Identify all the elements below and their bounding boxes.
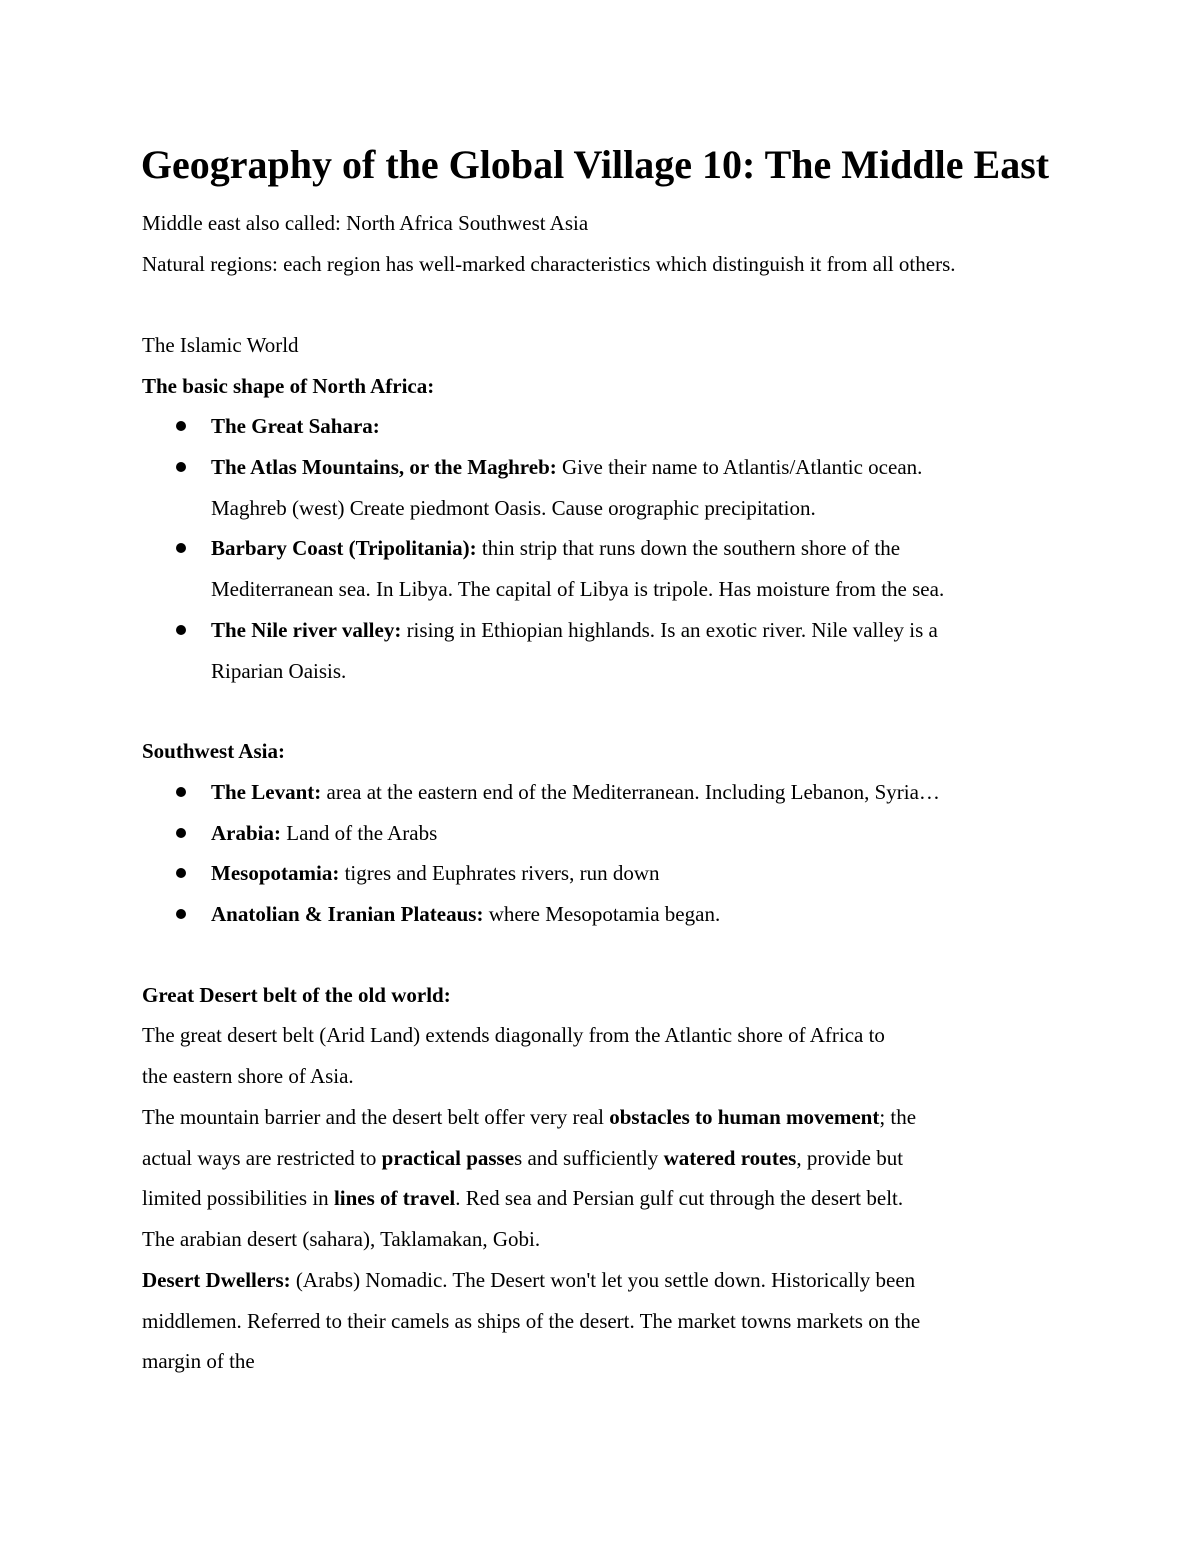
bullet-icon — [176, 421, 186, 431]
bold-run: obstacles to human movement — [609, 1105, 880, 1129]
list-item — [211, 616, 1171, 644]
text-run: limited possibilities in — [142, 1186, 334, 1210]
southwest-asia-heading — [142, 737, 1102, 765]
north-africa-heading — [142, 372, 1102, 400]
list-item — [211, 412, 1171, 440]
bullet-icon — [176, 909, 186, 919]
bold-run: lines of travel — [333, 1186, 456, 1210]
list-item-term: The Levant: — [211, 780, 322, 804]
list-item-continuation: Maghreb (west) Create piedmont Oasis. Cause orographic precipitation. — [211, 496, 816, 520]
paragraph-line: the eastern shore of Asia. — [142, 1064, 354, 1088]
list-item-text: Land of the Arabs — [281, 821, 438, 845]
north-africa-heading-text: The basic shape of North Africa: — [142, 374, 435, 398]
list-item-continuation: Riparian Oaisis. — [211, 659, 347, 683]
list-item-term: Arabia: — [211, 821, 281, 845]
paragraph-line: middlemen. Referred to their camels as ships of the desert. The market towns markets on the — [142, 1309, 921, 1333]
list-item-text: Give their name to Atlantis/Atlantic ocean. — [556, 455, 923, 479]
text-run: actual ways are restricted to — [142, 1146, 382, 1170]
list-item-term: Mesopotamia: — [211, 861, 340, 885]
bullet-icon — [176, 625, 186, 635]
list-item-term: The Nile river valley: — [211, 618, 402, 642]
islamic-world-label: The Islamic World — [142, 333, 299, 357]
paragraph-line — [142, 1266, 1102, 1294]
desert-belt-heading — [142, 981, 1102, 1009]
text-run: s and sufficiently — [514, 1146, 664, 1170]
list-item — [211, 859, 1171, 887]
list-item — [211, 534, 1171, 562]
bullet-icon — [176, 868, 186, 878]
desert-belt-heading-text: Great Desert belt of the old world: — [142, 983, 451, 1007]
list-item-term: Anatolian & Iranian Plateaus: — [211, 902, 484, 926]
list-item-text: tigres and Euphrates rivers, run down — [339, 861, 660, 885]
list-item-continuation: Mediterranean sea. In Libya. The capital of Libya is tripole. Has moisture from the sea. — [211, 577, 945, 601]
bold-run: practical passe — [381, 1146, 515, 1170]
list-item — [211, 819, 1171, 847]
paragraph-line — [142, 1103, 1102, 1131]
text-run: . Red sea and Persian gulf cut through the desert belt. — [455, 1186, 904, 1210]
list-item — [211, 453, 1171, 481]
list-item — [211, 778, 1171, 806]
paragraph-line — [142, 1144, 1102, 1172]
list-item-text: thin strip that runs down the southern shore of the — [476, 536, 901, 560]
paragraph-line: The arabian desert (sahara), Taklamakan, Gobi. — [142, 1227, 541, 1251]
list-item — [211, 900, 1171, 928]
bold-run: watered routes — [663, 1146, 797, 1170]
paragraph-line: The great desert belt (Arid Land) extends diagonally from the Atlantic shore of Africa to — [142, 1023, 885, 1047]
paragraph-line — [142, 1184, 1102, 1212]
list-item-text: rising in Ethiopian highlands. Is an exotic river. Nile valley is a — [401, 618, 938, 642]
bullet-icon — [176, 462, 186, 472]
text-run: , provide but — [796, 1146, 904, 1170]
page-title: Geography of the Global Village 10: The Middle East — [140, 142, 1050, 187]
intro-natural-regions: Natural regions: each region has well-marked characteristics which distinguish it from all others. — [142, 252, 956, 276]
bullet-icon — [176, 787, 186, 797]
southwest-asia-heading-text: Southwest Asia: — [142, 739, 285, 763]
bullet-icon — [176, 543, 186, 553]
list-item-term: The Atlas Mountains, or the Maghreb: — [211, 455, 557, 479]
list-item-term: Barbary Coast (Tripolitania): — [211, 536, 477, 560]
list-item-text: where Mesopotamia began. — [483, 902, 721, 926]
intro-also-called: Middle east also called: North Africa Southwest Asia — [142, 211, 589, 235]
list-item-term: The Great Sahara: — [211, 414, 380, 438]
text-run: ; the — [879, 1105, 917, 1129]
text-run: The mountain barrier and the desert belt offer very real — [142, 1105, 610, 1129]
list-item-text: area at the eastern end of the Mediterranean. Including Lebanon, Syria… — [321, 780, 940, 804]
paragraph-line: margin of the — [142, 1349, 255, 1373]
bullet-icon — [176, 828, 186, 838]
bold-run: Desert Dwellers: — [142, 1268, 291, 1292]
text-run: (Arabs) Nomadic. The Desert won't let you settle down. Historically been — [290, 1268, 916, 1292]
